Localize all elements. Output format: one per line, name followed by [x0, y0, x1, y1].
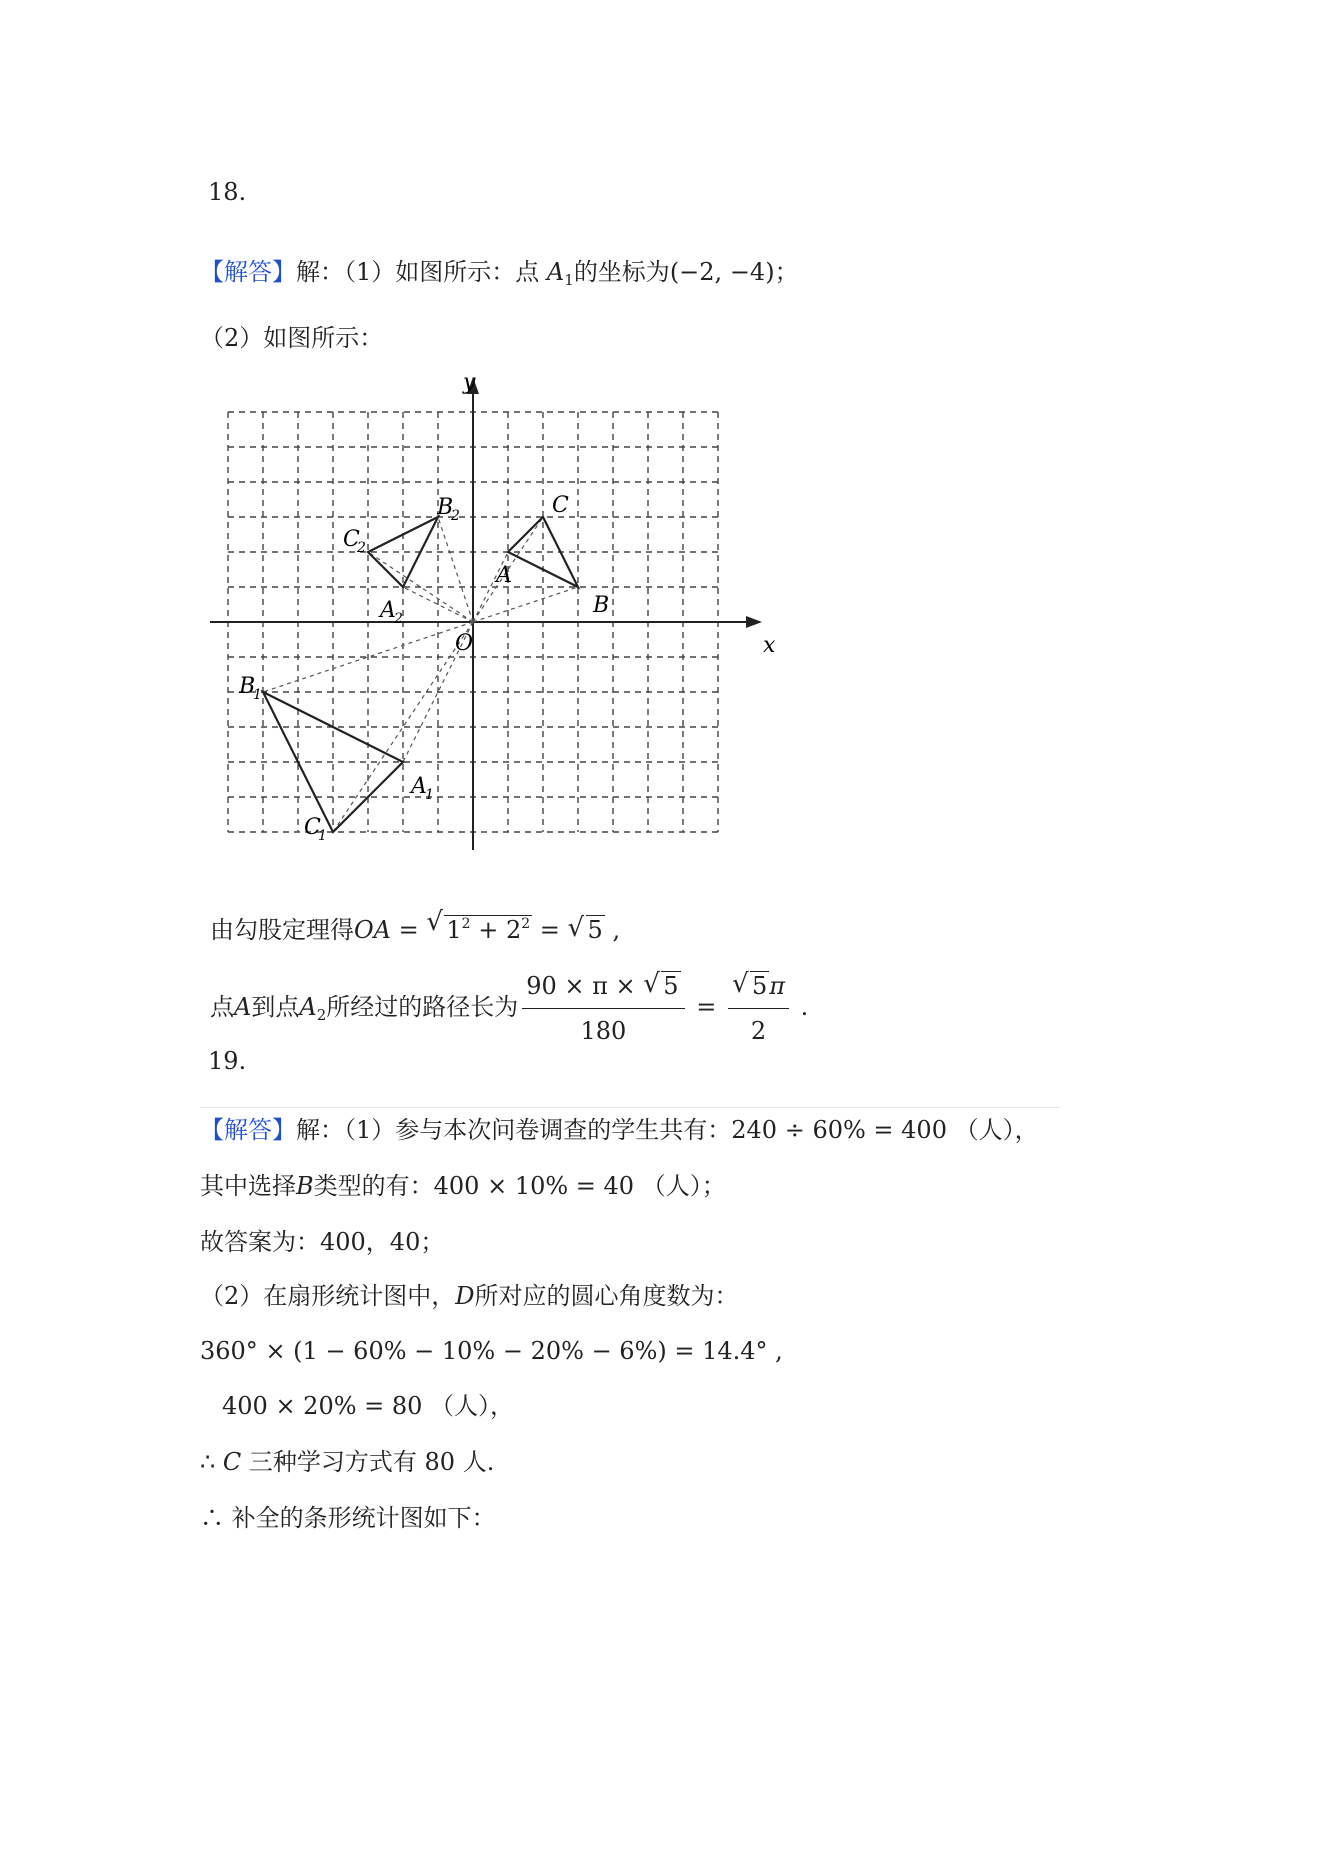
equals-sign: =	[391, 916, 427, 944]
q19-answer-line-6: 400 × 20% = 80 （人），	[222, 1392, 515, 1420]
q18-text: ,	[604, 916, 621, 944]
point-a2-subscript: 2	[316, 1006, 327, 1024]
sqrt	[732, 966, 769, 1006]
radical-sign: √	[567, 913, 585, 943]
q19-text: 解：（1）参与本次问卷调查的学生共有：240 ÷ 60% = 400 （人），	[296, 1116, 1039, 1144]
q19-text: 三种学习方式有 80 人.	[241, 1448, 495, 1476]
q19-text: （2）在扇形统计图中，	[200, 1282, 456, 1310]
figure-labels	[238, 370, 776, 844]
answer-tag: 【解答】	[200, 258, 296, 286]
q19-answer-line-8: ∴ 补全的条形统计图如下：	[200, 1504, 496, 1532]
label-c2-sub: 2	[357, 540, 366, 556]
pi-symbol: π	[769, 972, 785, 1000]
x-axis-label: x	[763, 633, 776, 658]
point-a2-label: A	[299, 993, 317, 1021]
numerator-text: 90 × π ×	[526, 972, 644, 1000]
label-c: C	[552, 493, 569, 518]
label-a: A	[496, 563, 512, 588]
equals-sign: =	[532, 916, 568, 944]
a1-coordinates: (−2, −4)	[669, 258, 775, 286]
radical-sign: √	[643, 969, 660, 999]
x-axis-arrow	[746, 616, 762, 628]
radical-sign: √	[731, 969, 749, 999]
origin-label: O	[455, 631, 474, 656]
q18-path-length-line	[210, 966, 808, 1051]
point-a1-subscript: 1	[564, 271, 574, 289]
q19-answer-line-5: 360° × (1 − 60% − 10% − 20% − 6%) = 14.4° ,	[200, 1337, 783, 1365]
type-d-label: D	[455, 1282, 475, 1310]
q19-answer-line-1	[200, 1114, 1039, 1146]
radical-sign: √	[426, 907, 443, 937]
term-exponent: 2	[521, 916, 531, 932]
segment-oa: OA	[354, 916, 392, 944]
label-c1-sub: 1	[318, 828, 327, 844]
fraction-result	[728, 966, 789, 1051]
q19-answer-line-7	[200, 1446, 494, 1478]
q18-text: 点	[210, 993, 234, 1021]
question-18-number: 18.	[208, 178, 247, 206]
q19-answer-line-4	[200, 1280, 739, 1312]
q19-text: 其中选择	[200, 1172, 296, 1200]
sqrt	[643, 966, 680, 1006]
plus-sign: +	[470, 916, 506, 944]
q19-text: 所对应的圆心角度数为：	[474, 1282, 739, 1310]
sqrt-result	[568, 914, 605, 946]
term-base: 2	[505, 916, 522, 944]
q18-text: 的坐标为	[573, 258, 670, 286]
radicand	[444, 915, 532, 944]
label-a1-sub: 1	[425, 787, 434, 803]
label-b1-sub: 1	[253, 687, 262, 703]
type-b-label: B	[296, 1172, 314, 1200]
q18-text: ；	[774, 258, 799, 286]
label-a2: A	[380, 598, 396, 623]
q19-answer-line-3: 故答案为：400，40；	[200, 1228, 445, 1256]
fraction-numerator	[522, 966, 684, 1009]
guide-line	[438, 517, 473, 622]
divider-line	[200, 1107, 1060, 1108]
label-a2-sub: 2	[394, 611, 403, 627]
q18-text: 由勾股定理得	[210, 916, 354, 944]
label-c2: C	[343, 527, 360, 552]
q18-answer-line-2: （2）如图所示：	[200, 324, 384, 352]
label-a1: A	[411, 774, 427, 799]
term-exponent: 2	[461, 916, 471, 932]
axes	[210, 377, 762, 850]
sqrt-expression	[426, 908, 532, 946]
y-axis-label: y	[463, 370, 476, 395]
label-b: B	[593, 593, 610, 618]
q18-text: .	[793, 993, 809, 1021]
term-base: 1	[446, 916, 462, 944]
label-c1: C	[304, 815, 321, 840]
q18-text: 解：（1）如图所示：点	[296, 258, 540, 286]
fraction-denominator: 2	[750, 1017, 767, 1045]
q19-answer-line-2	[200, 1170, 726, 1202]
fraction-numerator	[728, 966, 789, 1009]
type-c-label: C	[222, 1448, 242, 1476]
q19-text: ∴	[200, 1448, 223, 1476]
point-a-label: A	[234, 993, 252, 1021]
label-b1: B	[239, 674, 256, 699]
guide-line	[473, 587, 578, 622]
q18-pythagoras-line	[210, 908, 620, 946]
radicand: 5	[751, 972, 768, 1000]
fraction-arc-length	[522, 966, 684, 1051]
equals-sign: =	[688, 993, 724, 1021]
q19-text: 类型的有：400 × 10% = 40 （人）；	[313, 1172, 726, 1200]
radicand: 5	[587, 916, 603, 944]
fraction-denominator: 180	[580, 1017, 627, 1045]
q18-text: 到点	[251, 993, 300, 1021]
question-19-number: 19.	[208, 1047, 247, 1075]
q18-text: 所经过的路径长为	[326, 993, 519, 1021]
label-b2-sub: 2	[451, 508, 460, 524]
label-b2: B	[437, 495, 454, 520]
radicand: 5	[663, 972, 679, 1000]
answer-tag: 【解答】	[200, 1116, 296, 1144]
point-a1-label: A	[546, 258, 565, 286]
